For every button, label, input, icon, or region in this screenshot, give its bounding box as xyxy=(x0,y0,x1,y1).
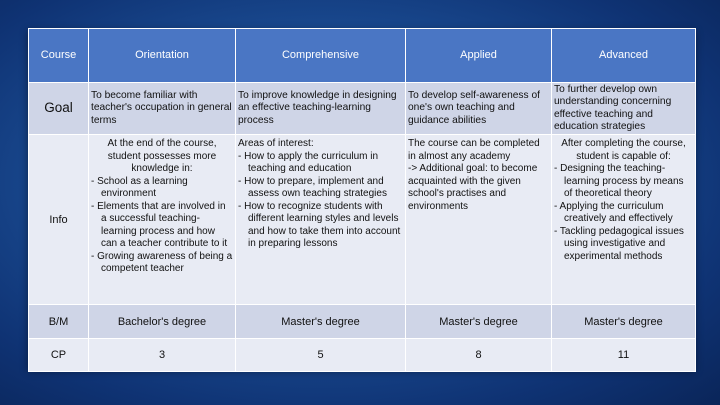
bm-advanced: Master's degree xyxy=(552,305,696,339)
info-advanced-intro: After completing the course, student is capable of: xyxy=(561,138,686,162)
header-orientation: Orientation xyxy=(89,29,236,83)
goal-applied: To develop self-awareness of one's own teaching and guidance abilities xyxy=(406,83,552,135)
row-label-cp: CP xyxy=(29,339,89,372)
info-orientation-intro: At the end of the course, student possesses more knowledge in: xyxy=(107,138,217,175)
row-label-bm: B/M xyxy=(29,305,89,339)
table-row-cp xyxy=(29,339,696,372)
info-comprehensive-item-2: - How to prepare, implement and assess own teaching strategies xyxy=(238,175,387,200)
cp-orientation: 3 xyxy=(89,339,236,372)
header-comprehensive: Comprehensive xyxy=(236,29,406,83)
info-comprehensive-intro: Areas of interest: xyxy=(238,138,314,150)
row-label-goal: Goal xyxy=(29,83,89,135)
bm-comprehensive: Master's degree xyxy=(236,305,406,339)
info-applied-note: -> Additional goal: to become acquainted with the given school's practises and environments xyxy=(408,163,538,212)
header-course: Course xyxy=(29,29,89,83)
info-advanced-item-2: - Applying the curriculum creatively and effectively xyxy=(554,200,673,225)
info-advanced-item-1: - Designing the teaching-learning process by means of theoretical theory xyxy=(554,163,684,200)
info-advanced-item-3: - Tackling pedagogical issues using investigative and experimental methods xyxy=(554,225,684,262)
info-orientation xyxy=(89,135,236,305)
row-label-info: Info xyxy=(29,135,89,305)
info-applied xyxy=(406,135,552,305)
goal-comprehensive: To improve knowledge in designing an effective teaching-learning process xyxy=(236,83,406,135)
table-row-goal xyxy=(29,83,696,135)
info-orientation-item-1: - School as a learning environment xyxy=(91,175,188,200)
table-header-row xyxy=(29,29,696,83)
cp-comprehensive: 5 xyxy=(236,339,406,372)
goal-orientation: To become familiar with teacher's occupation in general terms xyxy=(89,83,236,135)
info-comprehensive-item-1: - How to apply the curriculum in teaching and education xyxy=(238,150,379,175)
info-orientation-item-3: - Growing awareness of being a competent teacher xyxy=(91,250,233,275)
bm-applied: Master's degree xyxy=(406,305,552,339)
info-comprehensive-item-3: - How to recognize students with different learning styles and levels and how to take them into account in preparing lessons xyxy=(238,200,401,250)
info-orientation-item-2: - Elements that are involved in a successful teaching-learning process and how can a teacher contribute to it xyxy=(91,200,228,250)
table-row-info xyxy=(29,135,696,305)
header-advanced: Advanced xyxy=(552,29,696,83)
course-comparison-table xyxy=(28,28,696,372)
cp-applied: 8 xyxy=(406,339,552,372)
table-row-bm xyxy=(29,305,696,339)
bm-orientation: Bachelor's degree xyxy=(89,305,236,339)
info-comprehensive xyxy=(236,135,406,305)
info-advanced xyxy=(552,135,696,305)
cp-advanced: 11 xyxy=(552,339,696,372)
header-applied: Applied xyxy=(406,29,552,83)
info-applied-intro: The course can be completed in almost any academy xyxy=(408,138,540,162)
goal-advanced: To further develop own understanding concerning effective teaching and education strategies xyxy=(552,83,696,135)
